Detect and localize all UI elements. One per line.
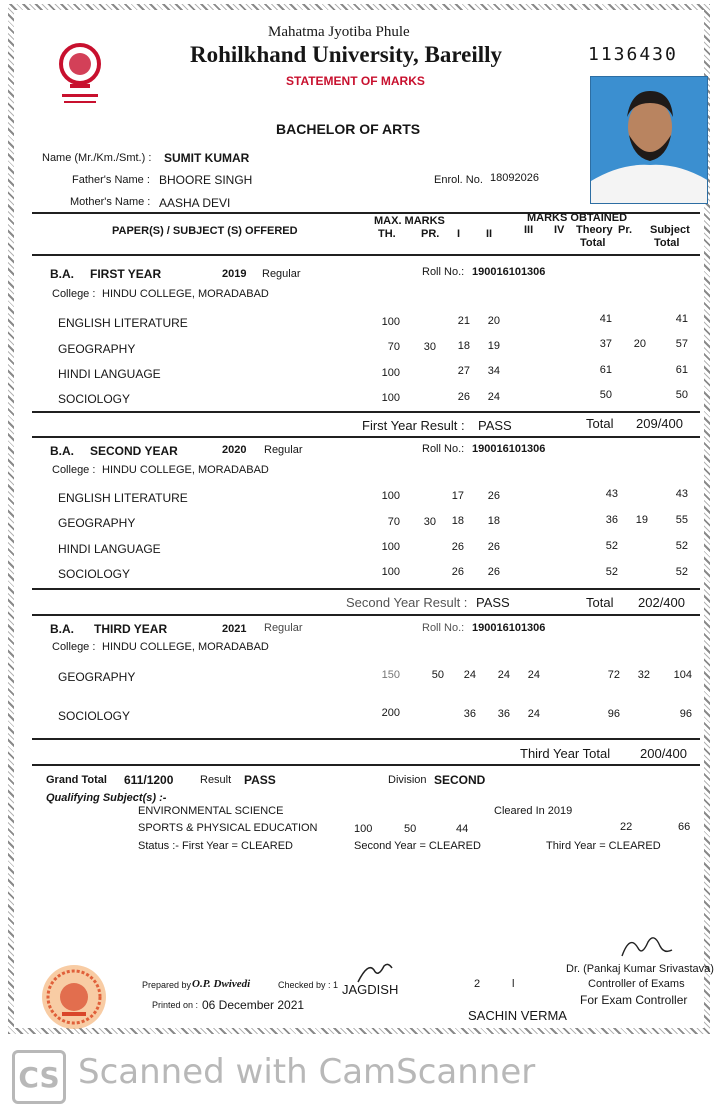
col-theory-total: Total <box>580 237 606 249</box>
theory-total: 43 <box>605 488 618 500</box>
theory-total: 36 <box>605 514 618 526</box>
subject-total: 41 <box>675 313 688 325</box>
spe-max-practical: 50 <box>404 823 417 835</box>
statement-title: STATEMENT OF MARKS <box>286 74 425 88</box>
paper-iii: 24 <box>527 669 540 681</box>
father-name: BHOORE SINGH <box>159 173 253 187</box>
col-subject-total: Total <box>654 237 680 249</box>
controller-signature-icon <box>616 930 676 962</box>
controller-title: Controller of Exams <box>588 978 685 990</box>
subject-name: SOCIOLOGY <box>58 392 131 406</box>
year3-total-label: Third Year Total <box>520 746 611 761</box>
col-max-marks: MAX. MARKS <box>374 215 445 227</box>
checker-1: JAGDISH <box>342 982 399 997</box>
year2-result: PASS <box>476 595 510 610</box>
student-name: SUMIT KUMAR <box>164 151 250 165</box>
theory-total: 72 <box>607 669 620 681</box>
year2-bottom-rule <box>32 614 700 616</box>
mother-name: AASHA DEVI <box>159 196 231 210</box>
theory-total: 52 <box>605 540 618 552</box>
year2-rule <box>32 588 700 590</box>
year1-total-label: Total <box>586 416 614 431</box>
practical-total: 19 <box>635 514 648 526</box>
col-practical: Pr. <box>618 224 633 236</box>
year1-title: FIRST YEAR <box>90 267 162 281</box>
max-theory: 100 <box>381 367 400 379</box>
father-label: Father's Name : <box>72 174 150 186</box>
year1-course: B.A. <box>50 267 74 281</box>
grand-total: 611/1200 <box>124 773 174 787</box>
printed-label: Printed on : <box>152 1000 199 1010</box>
paper-ii: 24 <box>497 669 510 681</box>
practical-total: 20 <box>633 338 646 350</box>
spe-subject-total: 66 <box>678 821 691 833</box>
evs-subject: ENVIRONMENTAL SCIENCE <box>138 805 284 817</box>
year1-bottom-rule <box>32 436 700 438</box>
name-label: Name (Mr./Km./Smt.) : <box>42 152 152 164</box>
qualifying-label: Qualifying Subject(s) :- <box>46 792 167 804</box>
year3-title: THIRD YEAR <box>94 622 168 636</box>
year1-roll: 190016101306 <box>472 266 546 278</box>
subject-name: ENGLISH LITERATURE <box>58 491 188 505</box>
spe-theory-total: 22 <box>620 821 633 833</box>
max-theory: 100 <box>381 316 400 328</box>
year1-total: 209/400 <box>636 416 683 431</box>
theory-total: 37 <box>599 338 612 350</box>
year1-mode: Regular <box>262 268 301 280</box>
paper-i: 24 <box>463 669 476 681</box>
subject-total: 43 <box>675 488 688 500</box>
division-label: Division <box>388 774 427 786</box>
theory-total: 52 <box>605 566 618 578</box>
prepared-by: O.P. Dwivedi <box>192 978 251 990</box>
checker-2-number: 2 <box>474 978 481 990</box>
year2-total: 202/400 <box>638 595 685 610</box>
year2-college-label: College : <box>52 464 96 476</box>
paper-ii: 24 <box>487 391 500 403</box>
max-practical: 30 <box>423 516 436 528</box>
year3-roll: 190016101306 <box>472 622 546 634</box>
year2-mode: Regular <box>264 444 303 456</box>
checker-3: SACHIN VERMA <box>468 1008 567 1023</box>
paper-ii: 20 <box>487 315 500 327</box>
degree-title: BACHELOR OF ARTS <box>276 121 421 137</box>
col-iii: III <box>524 224 534 236</box>
col-theory: Theory <box>576 224 613 236</box>
controller-sub: For Exam Controller <box>580 993 688 1007</box>
paper-i: 18 <box>457 340 470 352</box>
col-subject: Subject <box>650 224 690 236</box>
subject-name: HINDI LANGUAGE <box>58 542 161 556</box>
year3-session: 2021 <box>222 623 247 635</box>
paper-i: 17 <box>451 490 464 502</box>
paper-ii: 26 <box>487 490 500 502</box>
year1-college-label: College : <box>52 288 96 300</box>
subject-name: HINDI LANGUAGE <box>58 367 161 381</box>
prepared-label: Prepared by <box>142 980 192 990</box>
checked-label: Checked by : 1 <box>278 980 339 990</box>
status-second-year: Second Year = CLEARED <box>354 840 481 852</box>
subject-total: 50 <box>675 389 688 401</box>
year3-course: B.A. <box>50 622 74 636</box>
year3-bottom-rule <box>32 764 700 766</box>
checker-2-mark: l <box>512 978 515 990</box>
controller-name: Dr. (Pankaj Kumar Srivastava) <box>566 963 714 975</box>
paper-ii: 26 <box>487 566 500 578</box>
year2-result-label: Second Year Result : <box>346 595 468 610</box>
year1-roll-label: Roll No.: <box>422 266 465 278</box>
practical-total: 32 <box>637 669 650 681</box>
division: SECOND <box>434 773 486 787</box>
evs-cleared: Cleared In 2019 <box>494 805 573 817</box>
paper-ii: 34 <box>487 365 500 377</box>
max-theory: 100 <box>381 392 400 404</box>
year3-college-label: College : <box>52 641 96 653</box>
enrol-number: 18092026 <box>490 172 539 184</box>
max-theory: 100 <box>381 490 400 502</box>
year3-total: 200/400 <box>640 746 687 761</box>
subject-name: GEOGRAPHY <box>58 342 136 356</box>
max-theory: 150 <box>381 669 400 681</box>
subject-total: 57 <box>675 338 688 350</box>
max-theory: 100 <box>381 566 400 578</box>
paper-i: 26 <box>451 541 464 553</box>
max-practical: 50 <box>431 669 444 681</box>
col-th: TH. <box>378 228 396 240</box>
status-third-year: Third Year = CLEARED <box>546 840 661 852</box>
col-iv: IV <box>554 224 565 236</box>
paper-i: 21 <box>457 315 470 327</box>
year1-session: 2019 <box>222 268 247 280</box>
university-logo-icon <box>56 40 104 110</box>
year1-result-label: First Year Result : <box>362 418 465 433</box>
paper-i: 18 <box>451 515 464 527</box>
subject-name: GEOGRAPHY <box>58 670 136 684</box>
paper-i: 26 <box>457 391 470 403</box>
theory-total: 50 <box>599 389 612 401</box>
university-name: Rohilkhand University, Bareilly <box>190 42 503 67</box>
year3-mode: Regular <box>264 622 303 634</box>
mother-label: Mother's Name : <box>70 196 151 208</box>
col-i: I <box>457 228 461 240</box>
col-paper: PAPER(S) / SUBJECT (S) OFFERED <box>112 225 298 237</box>
marksheet-card <box>8 4 714 1034</box>
year1-rule <box>32 411 700 413</box>
subject-name: GEOGRAPHY <box>58 516 136 530</box>
grand-total-label: Grand Total <box>46 774 107 786</box>
paper-iii: 24 <box>527 708 540 720</box>
subject-total: 55 <box>675 514 688 526</box>
subject-total: 52 <box>675 566 688 578</box>
subject-name: SOCIOLOGY <box>58 567 131 581</box>
subject-name: SOCIOLOGY <box>58 709 131 723</box>
spe-max-theory: 100 <box>354 823 373 835</box>
max-practical: 30 <box>423 341 436 353</box>
max-theory: 70 <box>387 516 400 528</box>
year2-title: SECOND YEAR <box>90 444 178 458</box>
subject-total: 52 <box>675 540 688 552</box>
camscanner-text: Scanned with CamScanner <box>78 1052 536 1092</box>
subject-total: 61 <box>675 364 688 376</box>
col-ii: II <box>486 228 493 240</box>
col-pr: PR. <box>421 228 440 240</box>
university-seal-icon <box>38 962 110 1032</box>
year2-course: B.A. <box>50 444 74 458</box>
theory-total: 61 <box>599 364 612 376</box>
year2-total-label: Total <box>586 595 614 610</box>
institute-line: Mahatma Jyotiba Phule <box>268 24 410 40</box>
paper-i: 26 <box>451 566 464 578</box>
year2-college: HINDU COLLEGE, MORADABAD <box>102 464 269 476</box>
status-first-year: Status :- First Year = CLEARED <box>138 840 293 852</box>
theory-total: 96 <box>607 708 620 720</box>
spe-subject: SPORTS & PHYSICAL EDUCATION <box>138 822 318 834</box>
paper-ii: 36 <box>497 708 510 720</box>
year1-result: PASS <box>478 418 512 433</box>
subject-total: 96 <box>679 708 692 720</box>
paper-i: 36 <box>463 708 476 720</box>
year2-roll-label: Roll No.: <box>422 443 465 455</box>
year2-session: 2020 <box>222 444 247 456</box>
result-label: Result <box>200 774 232 786</box>
year3-rule <box>32 738 700 740</box>
paper-ii: 19 <box>487 340 500 352</box>
col-marks-obtained: MARKS OBTAINED <box>527 212 628 224</box>
subject-total: 104 <box>673 669 692 681</box>
columns-rule <box>32 254 700 256</box>
enrol-label: Enrol. No. <box>434 174 483 186</box>
max-theory: 100 <box>381 541 400 553</box>
paper-ii: 26 <box>487 541 500 553</box>
year1-college: HINDU COLLEGE, MORADABAD <box>102 288 269 300</box>
spe-paper-i: 44 <box>456 823 469 835</box>
camscanner-logo-icon: CS <box>12 1050 66 1104</box>
year2-roll: 190016101306 <box>472 443 546 455</box>
paper-ii: 18 <box>487 515 500 527</box>
final-result: PASS <box>244 773 276 787</box>
year3-college: HINDU COLLEGE, MORADABAD <box>102 641 269 653</box>
max-theory: 200 <box>381 707 400 719</box>
max-theory: 70 <box>387 341 400 353</box>
printed-on: 06 December 2021 <box>202 998 305 1012</box>
serial-number: 1136430 <box>588 44 678 65</box>
student-photo <box>590 76 708 204</box>
year3-roll-label: Roll No.: <box>422 622 465 634</box>
paper-i: 27 <box>457 365 470 377</box>
theory-total: 41 <box>599 313 612 325</box>
subject-name: ENGLISH LITERATURE <box>58 316 188 330</box>
